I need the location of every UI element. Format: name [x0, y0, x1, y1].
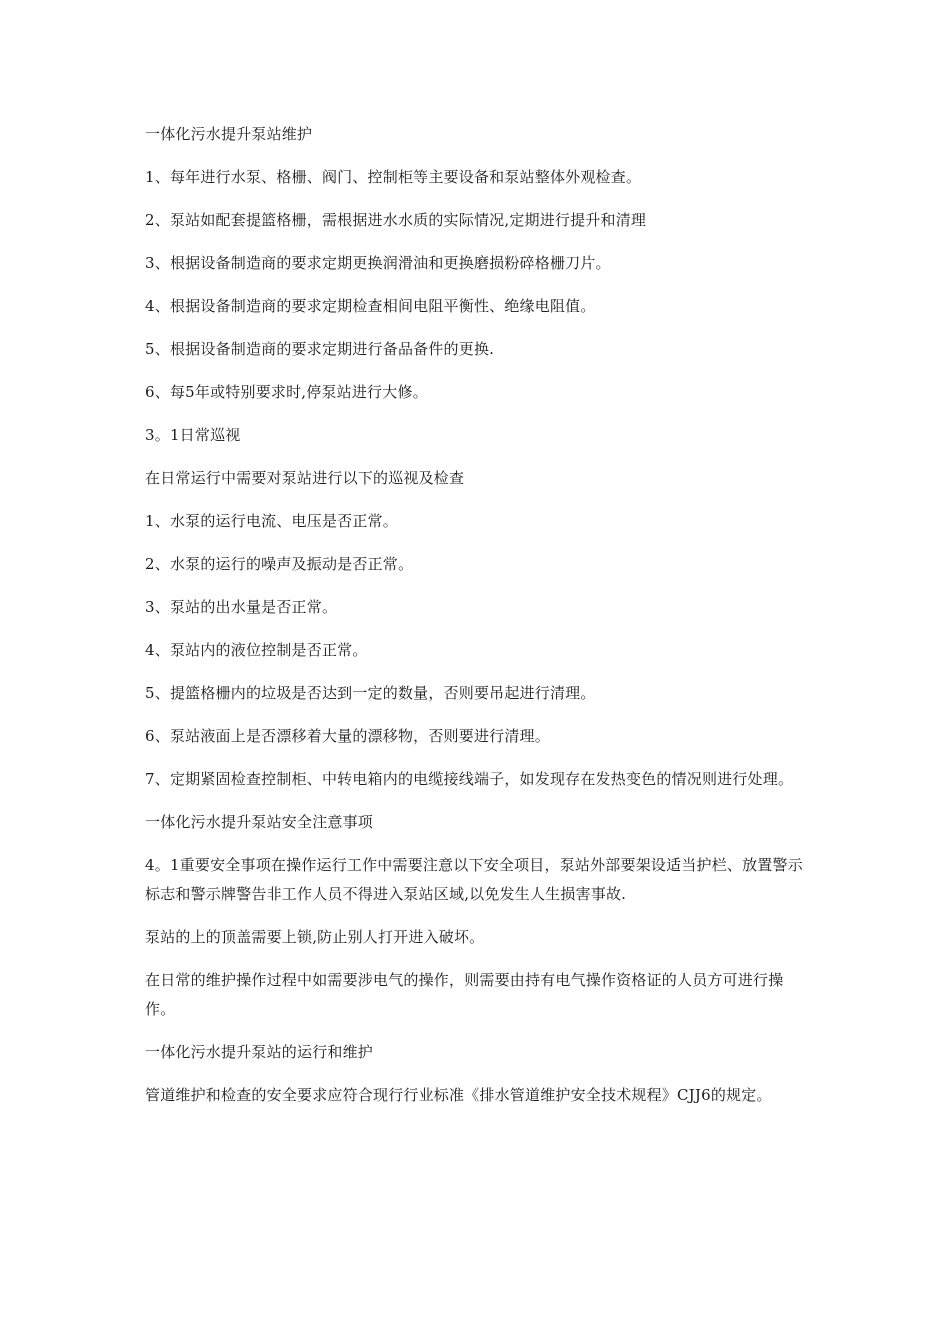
- list-item: 4、泵站内的液位控制是否正常。: [145, 641, 368, 659]
- list-item: 1、每年进行水泵、格栅、阀门、控制柜等主要设备和泵站整体外观检查。: [145, 168, 642, 186]
- list-item: 5、提篮格栅内的垃圾是否达到一定的数量，否则要吊起进行清理。: [145, 684, 596, 702]
- list-item: 5、根据设备制造商的要求定期进行备品备件的更换.: [145, 340, 495, 358]
- list-item: 7、定期紧固检查控制柜、中转电箱内的电缆接线端子，如发现存在发热变色的情况则进行处理。: [145, 770, 794, 788]
- section-title-maintenance: 一体化污水提升泵站维护: [145, 125, 313, 143]
- body-paragraph: 泵站的上的顶盖需要上锁,防止别人打开进入破坏。: [145, 928, 485, 946]
- list-item: 4、根据设备制造商的要求定期检查相间电阻平衡性、绝缘电阻值。: [145, 297, 596, 315]
- section-title-operation: 一体化污水提升泵站的运行和维护: [145, 1043, 374, 1061]
- list-item: 6、泵站液面上是否漂移着大量的漂移物，否则要进行清理。: [145, 727, 550, 745]
- list-item: 2、水泵的运行的噪声及振动是否正常。: [145, 555, 414, 573]
- list-item: 3、根据设备制造商的要求定期更换润滑油和更换磨损粉碎格栅刀片。: [145, 254, 611, 272]
- list-item: 6、每5年或特别要求时,停泵站进行大修。: [145, 383, 428, 401]
- body-paragraph: 在日常的维护操作过程中如需要涉电气的操作，则需要由持有电气操作资格证的人员方可进行操作。: [145, 971, 784, 1018]
- body-paragraph: 管道维护和检查的安全要求应符合现行行业标准《排水管道维护安全技术规程》CJJ6的规定。: [145, 1086, 772, 1104]
- section-title-daily-inspection: 3。1日常巡视: [145, 426, 241, 444]
- list-item: 2、泵站如配套提篮格栅，需根据进水水质的实际情况,定期进行提升和清理: [145, 211, 647, 229]
- document-body: [145, 120, 810, 1124]
- section-title-safety: 一体化污水提升泵站安全注意事项: [145, 813, 374, 831]
- body-paragraph: 4。1重要安全事项在操作运行工作中需要注意以下安全项目，泵站外部要架设适当护栏、放置警示标志和警示牌警告非工作人员不得进入泵站区域,以免发生人生损害事故.: [145, 856, 803, 903]
- intro-paragraph: 在日常运行中需要对泵站进行以下的巡视及检查: [145, 469, 465, 487]
- list-item: 1、水泵的运行电流、电压是否正常。: [145, 512, 398, 530]
- list-item: 3、泵站的出水量是否正常。: [145, 598, 338, 616]
